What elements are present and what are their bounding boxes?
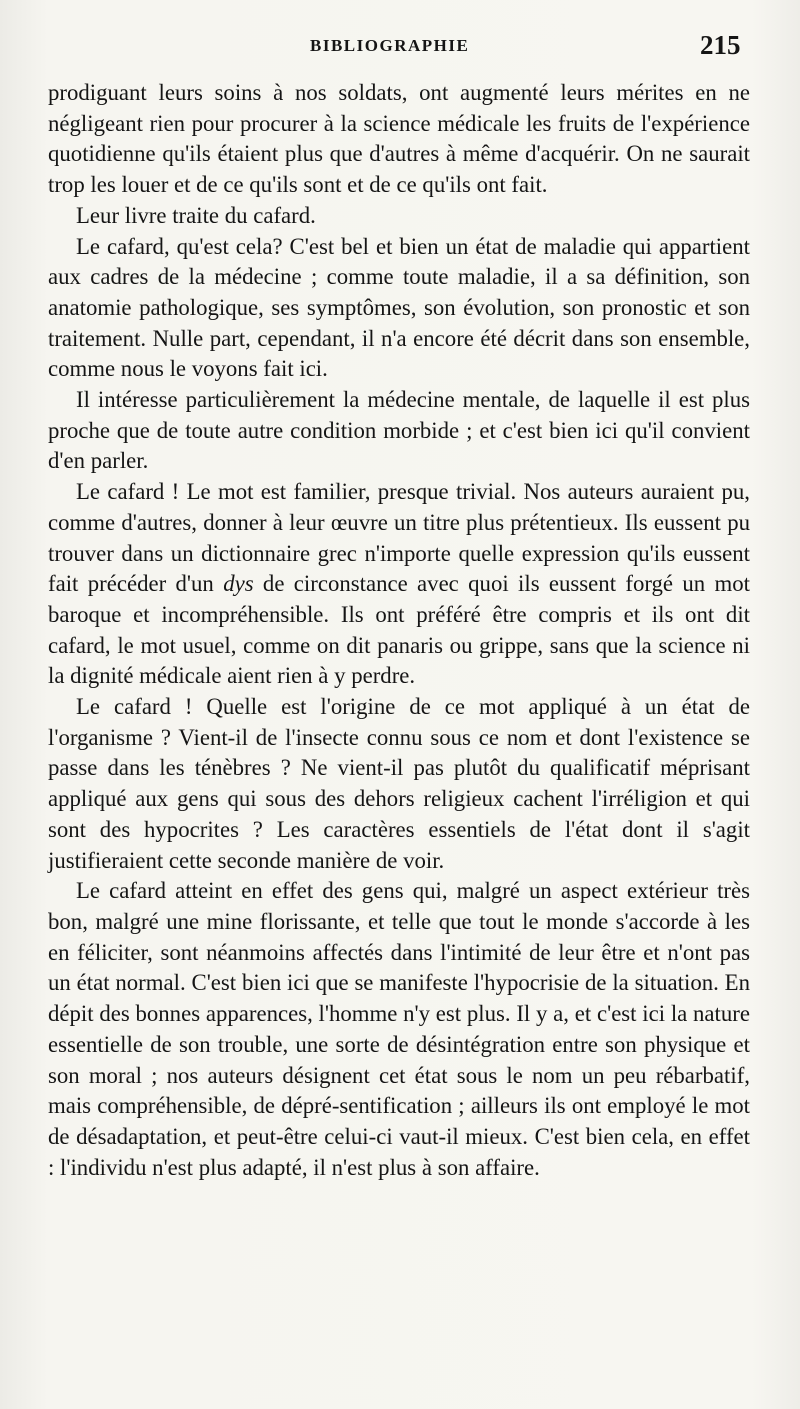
running-head bbox=[0, 30, 800, 64]
paragraph: Leur livre traite du cafard. bbox=[76, 202, 316, 228]
paragraph-text: Le cafard ! Le mot est familier, presque trivial. Nos auteurs auraient pu, comme d'autres, donner à leur œuvre un titre plus prétentieux. Ils eussent pu trouver dans un dictionnaire grec n'importe quelle expression qu'ils eussent fait précéder d'un bbox=[48, 479, 750, 597]
paragraph: Le cafard ! Quelle est l'origine de ce mot appliqué à un état de l'organisme ? Vient-il de l'insecte connu sous ce nom et dont l'existence se passe dans les ténèbres ? Ne vient-il pas plutôt du qualificatif méprisant appliqué aux gens qui sous des dehors religieux cachent l'irréligion et qui sont des hypocrites ? Les caractères essentiels de l'état dont il s'agit justifieraient cette seconde manière de voir. bbox=[48, 694, 750, 873]
paragraph-text: de circonstance avec quoi ils eussent forgé un mot baroque et incompréhensible. Ils ont préféré être compris et ils ont dit cafard, le mot usuel, comme on dit panaris ou grippe, sans que la science ni la dignité médicale aient rien à y perdre. bbox=[48, 571, 751, 689]
page-number: 215 bbox=[700, 30, 741, 60]
paragraph: Le cafard atteint en effet des gens qui, malgré un aspect extérieur très bon, malgré une mine florissante, et telle que tout le monde s'accorde à les en féliciter, sont néanmoins affectés dans l'intimité de leur être et n'ont pas un état normal. C'est bien ici que se manifeste l'hypocrisie de la situation. En dépit des bonnes apparences, l'homme n'y est plus. Il y a, et c'est ici la nature essentielle de son trouble, une sorte de désintégration entre son physique et son moral ; nos auteurs désignent cet état sous le nom un peu rébarbatif, mais compréhensible, de dépré-sentification ; ailleurs ils ont employé le mot de désadaptation, et peut-être celui-ci vaut-il mieux. C'est bien cela, en effet : l'individu n'est plus adapté, il n'est plus à son affaire. bbox=[48, 878, 750, 1180]
running-title: BIBLIOGRAPHIE bbox=[310, 36, 470, 55]
paragraph: Le cafard, qu'est cela? C'est bel et bien un état de maladie qui appartient aux cadres de la médecine ; comme toute maladie, il a sa définition, son anatomie pathologique, ses symptômes, son évolution, son pronostic et son traitement. Nulle part, cependant, il n'a encore été décrit dans son ensemble, comme nous le voyons fait ici. bbox=[48, 233, 750, 382]
paragraph bbox=[48, 477, 750, 692]
paragraph: Il intéresse particulièrement la médecine mentale, de laquelle il est plus proche que de toute autre condition morbide ; et c'est bien ici qu'il convient d'en parler. bbox=[48, 387, 750, 474]
italic-term: dys bbox=[223, 571, 254, 597]
body-text bbox=[48, 78, 750, 1183]
paragraph: prodiguant leurs soins à nos soldats, ont augmenté leurs mérites en ne négligeant rien pour procurer à la science médicale les fruits de l'expérience quotidienne qu'ils étaient plus que d'autres à même d'acquérir. On ne saurait trop les louer et de ce qu'ils sont et de ce qu'ils ont fait. bbox=[48, 80, 750, 198]
